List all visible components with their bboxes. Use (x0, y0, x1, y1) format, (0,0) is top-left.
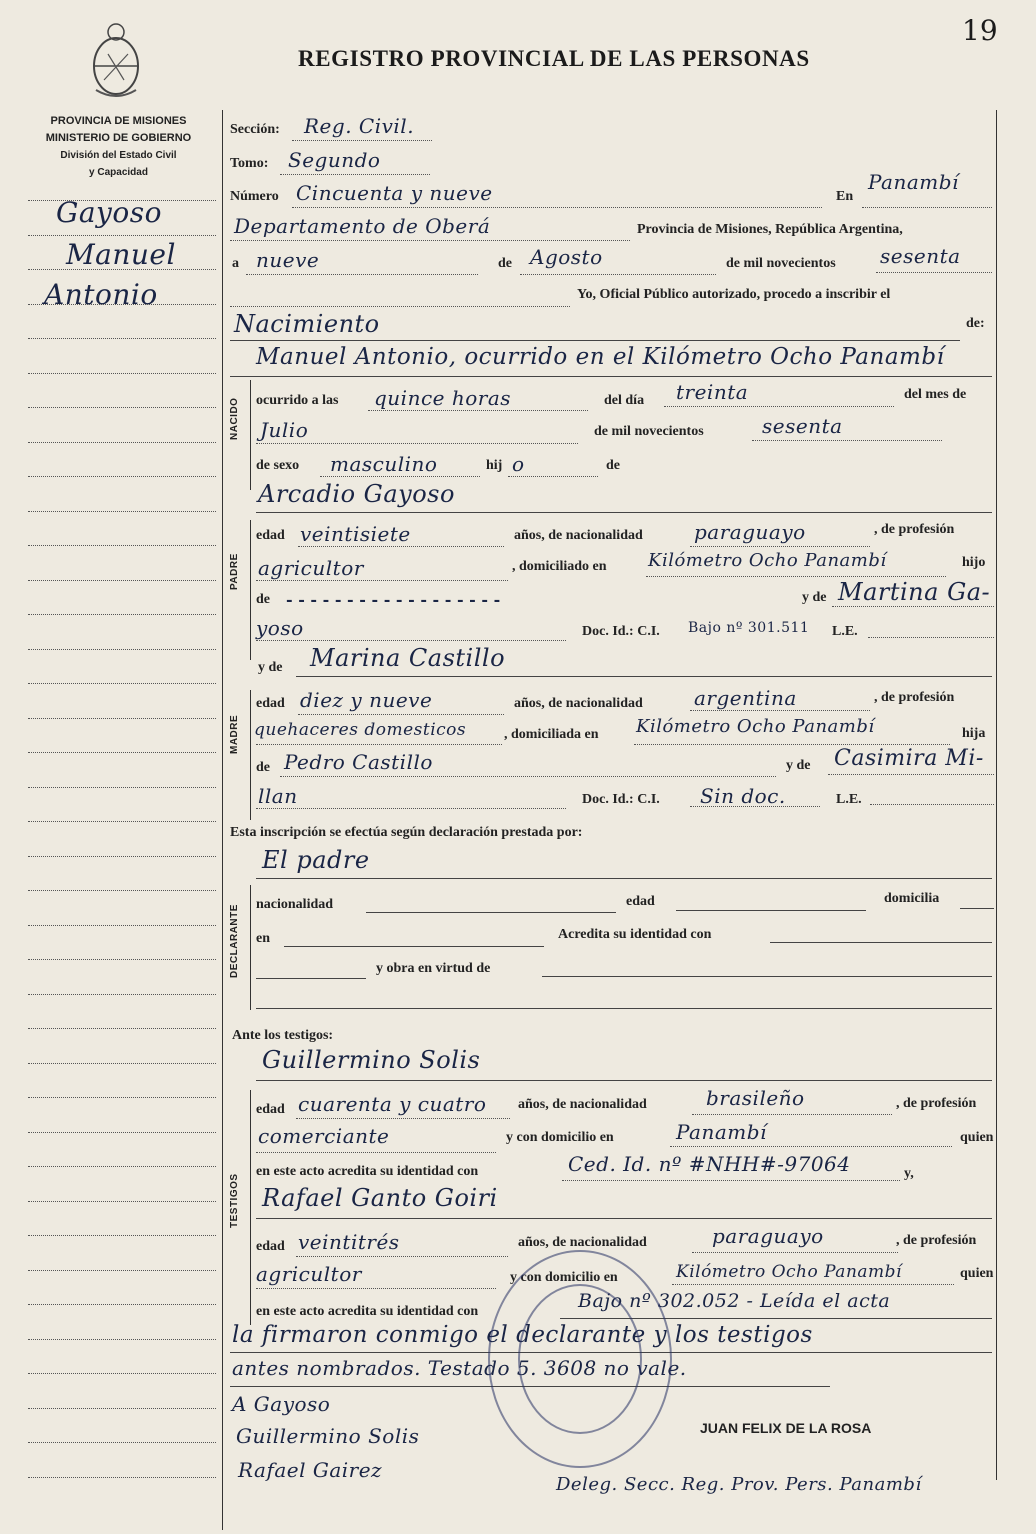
label-seccion: Sección: (230, 122, 280, 137)
value-madre-padre: Pedro Castillo (284, 750, 433, 774)
value-padre-madre-b: yoso (256, 616, 304, 640)
label-de-mil: de mil novecientos (726, 256, 836, 271)
margin-name: Gayoso (56, 196, 162, 229)
margin-dotted-line (28, 614, 216, 615)
value-hora: quince horas (374, 386, 512, 410)
label-edad-t2: edad (256, 1239, 285, 1254)
margin-name: Manuel (66, 238, 176, 271)
margin-dotted-line (28, 1270, 216, 1271)
margin-dotted-line (28, 890, 216, 891)
label-ante: Ante los testigos: (232, 1028, 334, 1043)
value-departamento: Departamento de Oberá (234, 214, 491, 238)
label-de2: de (606, 458, 620, 473)
label-obra: y obra en virtud de (376, 961, 491, 976)
margin-dotted-line (28, 649, 216, 650)
section-bar (250, 520, 251, 660)
label-del-dia: del día (604, 393, 645, 408)
label-acto-t2: en este acto acredita su identidad con (256, 1304, 479, 1319)
section-bar (250, 690, 251, 820)
label-le-madre: L.E. (836, 792, 862, 807)
value-padre-nombre: Arcadio Gayoso (258, 480, 455, 508)
section-bar (250, 885, 251, 1010)
frame-right (996, 110, 997, 1480)
value-madre-nac: argentina (694, 686, 797, 710)
value-t1-dom: Panambí (676, 1120, 767, 1144)
margin-dotted-line (28, 1339, 216, 1340)
label-hija: hija (962, 726, 986, 741)
margin-dotted-line (28, 1408, 216, 1409)
value-t1-id: Ced. Id. nº #NHH#-97064 (568, 1152, 851, 1176)
label-en: En (836, 189, 854, 204)
value-seccion: Reg. Civil. (304, 114, 415, 138)
label-y: y, (904, 1166, 914, 1181)
value-t2-nac: paraguayo (712, 1224, 824, 1248)
value-padre-doc: Bajo nº 301.511 (688, 620, 810, 636)
margin-dotted-line (28, 787, 216, 788)
value-tipo: Nacimiento (234, 310, 380, 338)
value-t2-id: Bajo nº 302.052 - Leída el acta (578, 1290, 891, 1312)
margin-dotted-line (28, 235, 216, 236)
margin-dotted-line (28, 994, 216, 995)
margin-dotted-line (28, 442, 216, 443)
section-label-madre: MADRE (229, 714, 240, 754)
label-de-profesion-madre: , de profesión (874, 690, 955, 705)
margin-dotted-line (28, 718, 216, 719)
label-y-de: y de (802, 590, 827, 605)
official-seal-inner (518, 1284, 642, 1434)
label-ocurrido: ocurrido a las (256, 393, 339, 408)
label-con-domicilio: y con domicilio en (506, 1130, 614, 1145)
label-de-mil2: de mil novecientos (594, 424, 704, 439)
label-yo: Yo, Oficial Público autorizado, procedo a inscribir el (577, 287, 891, 302)
office-line: PROVINCIA DE MISIONES (50, 115, 187, 127)
office-line: MINISTERIO DE GOBIERNO (45, 132, 192, 144)
margin-name: Antonio (44, 278, 158, 311)
section-label-padre: PADRE (229, 553, 240, 590)
label-domiciliado: , domiciliado en (512, 559, 607, 574)
value-anio-nac: sesenta (762, 414, 843, 438)
margin-dotted-line (28, 511, 216, 512)
office-line: División del Estado Civil (60, 150, 177, 161)
official-name: JUAN FELIX DE LA ROSA (700, 1420, 872, 1436)
margin-dotted-line (28, 407, 216, 408)
value-padre-dom: Kilómetro Ocho Panambí (648, 550, 887, 571)
margin-dotted-line (28, 821, 216, 822)
margin-dotted-line (28, 925, 216, 926)
margin-dotted-line (28, 1097, 216, 1098)
section-bar (250, 380, 251, 490)
value-mes-nac: Julio (260, 418, 309, 442)
label-acto: en este acto acredita su identidad con (256, 1164, 479, 1179)
margin-dotted-line (28, 1166, 216, 1167)
value-tomo: Segundo (288, 148, 381, 172)
label-doc-id-madre: Doc. Id.: C.I. (582, 792, 660, 807)
value-padre-edad: veintisiete (300, 522, 411, 546)
label-de: de (498, 256, 512, 271)
label-nacionalidad: nacionalidad (256, 897, 334, 912)
value-sexo: masculino (330, 452, 438, 476)
value-madre-doc: Sin doc. (700, 784, 786, 808)
coat-of-arms-icon (84, 20, 148, 102)
margin-dotted-line (28, 1063, 216, 1064)
label-acredita: Acredita su identidad con (558, 927, 712, 942)
value-t1-nombre: Guillermino Solis (262, 1046, 481, 1074)
margin-dotted-line (28, 959, 216, 960)
label-a: a (232, 256, 239, 271)
official-cargo: Deleg. Secc. Reg. Prov. Pers. Panambí (556, 1474, 922, 1495)
value-padre-madre-a: Martina Ga- (838, 578, 991, 606)
office-line: y Capacidad (89, 167, 148, 178)
label-y-de2: y de (258, 660, 283, 675)
margin-dotted-line (28, 1477, 216, 1478)
label-hijo2: hijo (962, 555, 986, 570)
label-quien-t2: quien (960, 1266, 994, 1281)
margin-dotted-line (28, 1235, 216, 1236)
page-number: 19 (962, 14, 998, 47)
label-de-profesion-t2: , de profesión (896, 1233, 977, 1248)
margin-dotted-line (28, 683, 216, 684)
label-en-declarante: en (256, 931, 270, 946)
value-t1-nac: brasileño (706, 1086, 805, 1110)
label-anos-nac-t2: años, de nacionalidad (518, 1235, 647, 1250)
value-t2-prof: agricultor (256, 1262, 362, 1286)
value-madre-nombre: Marina Castillo (310, 644, 506, 672)
label-le: L.E. (832, 624, 858, 639)
label-de-colon: de: (966, 316, 985, 331)
margin-dotted-line (28, 1028, 216, 1029)
label-numero: Número (230, 189, 279, 204)
margin-dotted-line (28, 269, 216, 270)
section-label-nacido: NACIDO (229, 397, 240, 440)
value-dia: nueve (256, 248, 320, 272)
label-hijo: hij (486, 458, 503, 473)
margin-dotted-line (28, 856, 216, 857)
margin-dotted-line (28, 1201, 216, 1202)
signature-gairez: Rafael Gairez (238, 1458, 383, 1482)
label-edad: edad (256, 528, 285, 543)
margin-dotted-line (28, 476, 216, 477)
value-dia-nac: treinta (676, 380, 749, 404)
value-nombre: Manuel Antonio, ocurrido en el Kilómetro Ocho Panambí (256, 344, 945, 370)
value-t1-prof: comerciante (258, 1124, 390, 1148)
frame-left (222, 110, 223, 1530)
label-anos-nac-madre: años, de nacionalidad (514, 696, 643, 711)
label-de-profesion-t1: , de profesión (896, 1096, 977, 1111)
value-declarante: El padre (262, 846, 370, 874)
margin-dotted-line (28, 1304, 216, 1305)
value-padre-hijo-de: - - - - - - - - - - - - - - - - - - (286, 590, 501, 609)
label-de-profesion: , de profesión (874, 522, 955, 537)
label-provincia: Provincia de Misiones, República Argentina, (637, 222, 903, 237)
label-doc-id: Doc. Id.: C.I. (582, 624, 660, 639)
value-t2-dom: Kilómetro Ocho Panambí (676, 1262, 902, 1282)
label-edad-t1: edad (256, 1102, 285, 1117)
value-hijo-suffix: o (512, 452, 525, 476)
section-label-declarante: DECLARANTE (229, 904, 240, 978)
margin-dotted-line (28, 752, 216, 753)
label-edad-declarante: edad (626, 894, 655, 909)
label-de-sexo: de sexo (256, 458, 300, 473)
label-del-mes: del mes de (904, 387, 967, 402)
value-madre-madre-b: llan (258, 784, 298, 808)
value-t2-nombre: Rafael Ganto Goiri (262, 1184, 498, 1212)
margin-dotted-line (28, 580, 216, 581)
label-con-domicilio-t2: y con domicilio en (510, 1270, 618, 1285)
value-madre-edad: diez y nueve (300, 688, 433, 712)
value-cierre1: la firmaron conmigo el declarante y los testigos (232, 1322, 813, 1348)
signature-gayoso: A Gayoso (232, 1392, 331, 1416)
label-domicilia: domicilia (884, 891, 940, 906)
margin-dotted-line (28, 304, 216, 305)
label-quien: quien (960, 1130, 994, 1145)
label-edad-madre: edad (256, 696, 285, 711)
signature-solis: Guillermino Solis (236, 1424, 420, 1448)
label-esta-inscripcion: Esta inscripción se efectúa según declaración prestada por: (230, 825, 583, 840)
value-padre-prof: agricultor (258, 556, 364, 580)
label-tomo: Tomo: (230, 156, 269, 171)
value-madre-madre-a: Casimira Mi- (834, 746, 984, 771)
value-madre-dom: Kilómetro Ocho Panambí (636, 716, 875, 737)
label-de3: de (256, 592, 270, 607)
margin-dotted-line (28, 1442, 216, 1443)
label-de-madre: de (256, 760, 270, 775)
margin-dotted-line (28, 338, 216, 339)
page-title: REGISTRO PROVINCIAL DE LAS PERSONAS (298, 46, 810, 71)
value-numero: Cincuenta y nueve (296, 181, 493, 205)
label-domiciliada: , domiciliada en (504, 727, 599, 742)
value-t2-edad: veintitrés (298, 1230, 400, 1254)
value-cierre2: antes nombrados. Testado 5. 3608 no vale. (232, 1356, 687, 1380)
value-en: Panambí (868, 170, 959, 194)
label-anos-nac: años, de nacionalidad (514, 528, 643, 543)
margin-dotted-line (28, 200, 216, 201)
margin-dotted-line (28, 373, 216, 374)
margin-dotted-line (28, 545, 216, 546)
value-madre-prof: quehaceres domesticos (254, 720, 467, 740)
section-label-testigos: TESTIGOS (229, 1173, 240, 1228)
label-y-de3: y de (786, 758, 811, 773)
value-anio: sesenta (880, 244, 961, 268)
value-padre-nac: paraguayo (694, 520, 806, 544)
office-block (26, 113, 211, 181)
value-mes: Agosto (530, 245, 603, 269)
margin-dotted-line (28, 1132, 216, 1133)
label-anos-nac-t1: años, de nacionalidad (518, 1097, 647, 1112)
section-bar (250, 1090, 251, 1325)
margin-dotted-line (28, 1373, 216, 1374)
value-t1-edad: cuarenta y cuatro (298, 1092, 487, 1116)
